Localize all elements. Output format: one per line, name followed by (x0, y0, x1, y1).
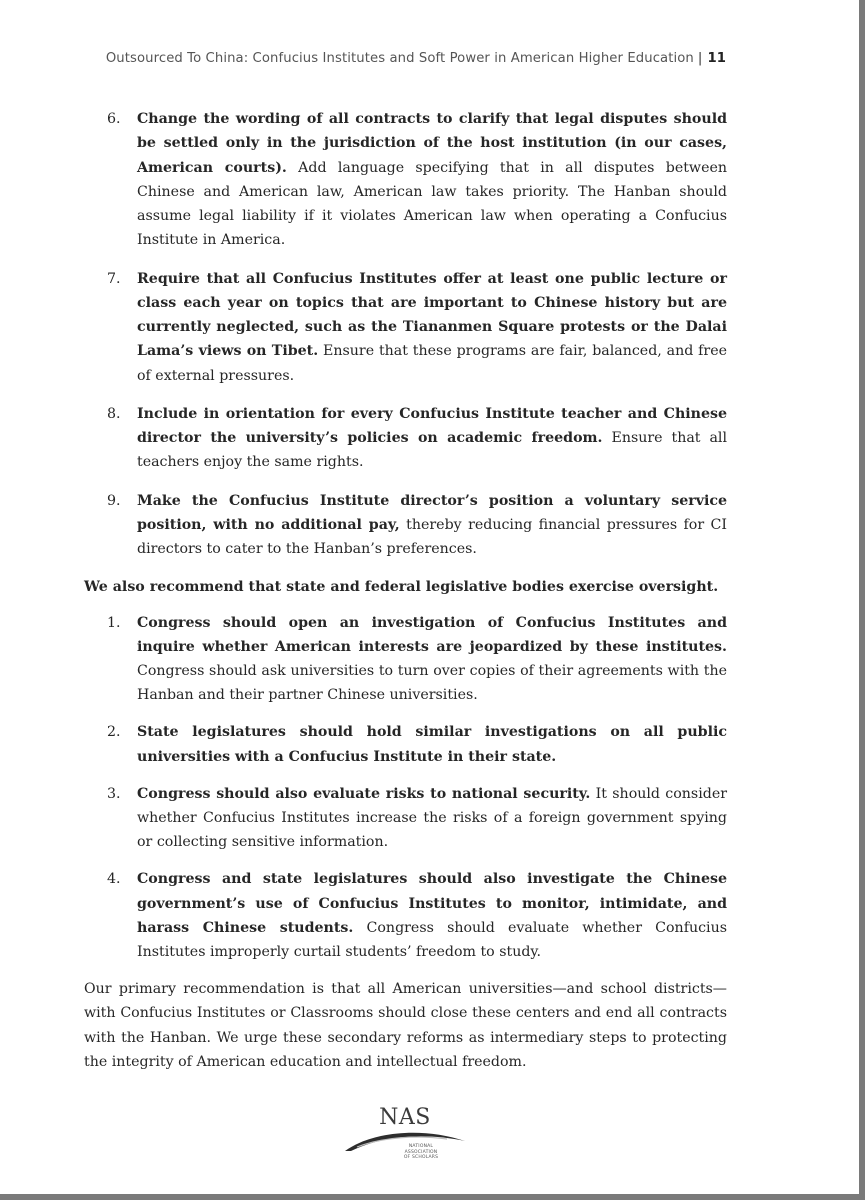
logo-line-1: NATIONAL (408, 1144, 434, 1149)
item-text: Add language specifying that in all disputes between Chinese and American law, American law takes priority. The Hanban should assume legal liability if it violates American law when operating a Confucius Institute in America. (137, 159, 727, 249)
item-text: Ensure that these programs are fair, balanced, and free of external pressures. (137, 343, 727, 384)
item-number: 7. (107, 270, 121, 287)
list-item (84, 107, 727, 253)
list-item (84, 611, 727, 708)
item-number: 2. (107, 724, 121, 741)
logo-subtitle (401, 1144, 441, 1161)
page-number: 11 (707, 51, 726, 66)
item-bold-text: Congress should open an investigation of Confucius Institutes and inquire whether American interests are jeopardized by these institutes. (137, 614, 727, 655)
item-bold-text: Include in orientation for every Confucius Institute teacher and Chinese director the university’s policies on academic freedom. (137, 405, 727, 447)
list-item (84, 402, 727, 475)
logo-line-2: ASSOCIATION (404, 1149, 438, 1155)
header-separator: | (697, 51, 703, 66)
header-title: Outsourced To China: Confucius Institutes and Soft Power in American Higher Education (105, 51, 694, 66)
item-number: 6. (107, 111, 121, 127)
item-number: 9. (107, 492, 121, 509)
item-number: 3. (107, 785, 121, 802)
item-bold-text: Change the wording of all contracts to clarify that legal disputes should be settled only in the jurisdiction of the host institution (in our cases, American courts). (137, 111, 727, 176)
running-header (106, 51, 726, 66)
item-bold-text: Congress and state legislatures should also investigate the Chinese government’s use of Confucius Institutes to monitor, intimidate, and harass Chinese students. (137, 871, 727, 936)
item-bold-text: Make the Confucius Institute director’s position a voluntary service position, with no additional pay, (137, 492, 727, 533)
nas-logo (343, 1105, 467, 1167)
item-number: 8. (107, 405, 121, 422)
list-item (84, 267, 727, 388)
logo-line-3: OF SCHOLARS (403, 1155, 439, 1160)
item-number: 1. (107, 614, 121, 631)
item-text: thereby reducing financial pressures for CI directors to cater to the Hanban’s preferences. (137, 516, 727, 558)
legislative-recommendations-list (84, 611, 727, 965)
logo-acronym: NAS (379, 1105, 431, 1130)
item-bold-text: State legislatures should hold similar investigations on all public universities with a Confucius Institute in their state. (137, 724, 727, 765)
list-item (84, 489, 727, 562)
institution-recommendations-list (84, 107, 727, 561)
closing-paragraph: Our primary recommendation is that all American universities—and school districts—with Confucius Institutes or Classrooms should close these centers and end all contracts with the Hanban. We urge these secondary reforms as intermediary steps to protecting the integrity of American education and intellectual freedom. (84, 981, 727, 1071)
page-content (84, 107, 727, 1089)
list-item (84, 867, 727, 964)
item-text: It should consider whether Confucius Institutes increase the risks of a foreign government spying or collecting sensitive information. (137, 785, 727, 851)
item-bold-text: Congress should also evaluate risks to national security. (137, 785, 591, 802)
item-number: 4. (107, 871, 121, 888)
list-item (84, 720, 727, 769)
item-bold-text: Require that all Confucius Institutes offer at least one public lecture or class each year on topics that are important to Chinese history but are currently neglected, such as the Tiananmen Square protests or the Dalai Lama’s views on Tibet. (137, 270, 727, 360)
item-text: Ensure that all teachers enjoy the same rights. (137, 430, 727, 471)
item-text: Congress should ask universities to turn over copies of their agreements with the Hanban and their partner Chinese universities. (137, 663, 727, 704)
item-text: Congress should evaluate whether Confucius Institutes improperly curtail students’ freedom to study. (137, 919, 727, 961)
list-item (84, 782, 727, 855)
legislative-heading: We also recommend that state and federal legislative bodies exercise oversight. (84, 579, 719, 596)
